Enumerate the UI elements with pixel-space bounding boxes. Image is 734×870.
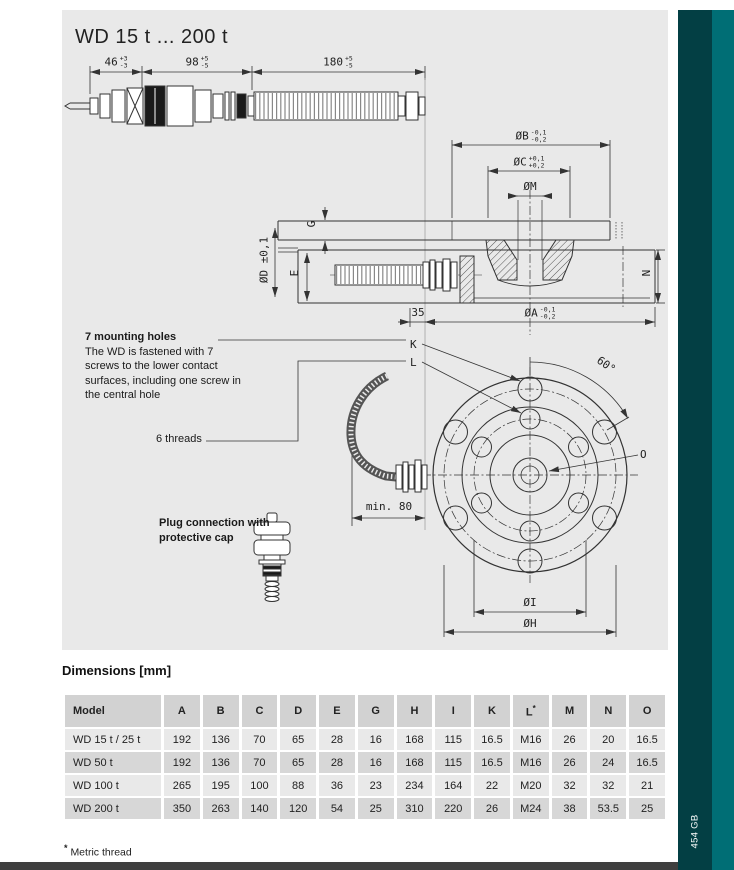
label-l: L	[410, 356, 417, 369]
col-d: D	[280, 695, 316, 727]
label-n: N	[640, 269, 653, 277]
side-strip-dark	[678, 10, 712, 870]
col-l: L*	[513, 695, 549, 727]
table-header-row	[65, 695, 665, 727]
mounting-holes-title: 7 mounting holes	[85, 331, 177, 343]
dim-label-phi-a: ØA -0,1 -0,2	[524, 305, 556, 320]
label-60deg: 60°	[594, 353, 619, 376]
dim-label-phi-c: ØC +0,1 +0,2	[513, 154, 545, 169]
col-m: M	[552, 695, 588, 727]
table-row: WD 15 t / 25 t 192 136 70 65 28 16 168 115 16.5 M16 26 20 16.5	[65, 729, 665, 750]
col-model: Model	[65, 695, 161, 727]
col-h: H	[397, 695, 433, 727]
label-k: K	[410, 338, 417, 351]
label-min-80: min. 80	[365, 500, 413, 513]
label-35: 35	[411, 306, 425, 319]
label-g: G	[305, 220, 318, 228]
dim-label-180: 180 +5 -5	[323, 54, 353, 69]
cable-assembly-drawing	[65, 66, 425, 530]
table-row: WD 100 t 265 195 100 88 36 23 234 164 22 M20 32 32 21	[65, 775, 665, 796]
col-o: O	[629, 695, 665, 727]
col-e: E	[319, 695, 355, 727]
threads-note: 6 threads	[156, 433, 202, 445]
dimensions-table	[62, 693, 668, 821]
table-row: WD 200 t 350 263 140 120 54 25 310 220 26 M24 38 53.5 25	[65, 798, 665, 819]
document-code-tab	[678, 800, 712, 862]
cross-section-drawing	[275, 140, 665, 335]
col-n: N	[590, 695, 626, 727]
plug-note: Plug connection with protective cap	[159, 517, 270, 544]
label-phi-m: ØM	[523, 180, 537, 193]
table-footnote: * Metric thread	[64, 843, 132, 859]
col-b: B	[203, 695, 239, 727]
col-c: C	[242, 695, 278, 727]
dim-label-phi-b: ØB -0,1 -0,2	[515, 128, 547, 143]
col-i: I	[435, 695, 471, 727]
dim-label-46: 46 +3 -3	[104, 54, 128, 69]
document-code: 454 GB	[689, 813, 701, 849]
col-g: G	[358, 695, 394, 727]
col-k: K	[474, 695, 510, 727]
dimensions-heading: Dimensions [mm]	[62, 663, 172, 678]
label-phi-h: ØH	[523, 617, 537, 630]
dim-label-98: 98 +5 -5	[185, 54, 209, 69]
label-phi-i: ØI	[523, 596, 537, 609]
label-o: O	[640, 448, 647, 461]
side-strip-accent	[712, 10, 734, 870]
footer-bar	[0, 862, 678, 870]
drawing-panel	[62, 10, 668, 650]
col-a: A	[164, 695, 200, 727]
mounting-holes-note: 7 mounting holes The WD is fastened with 7 screws to the lower contact surfaces, including one screw in the central hole	[85, 330, 265, 403]
conduit-hose	[351, 376, 427, 492]
page-title: WD 15 t ... 200 t	[75, 26, 229, 48]
dim-label-phi-d: ØD ±0,1	[257, 236, 271, 284]
table-row: WD 50 t 192 136 70 65 28 16 168 115 16.5 M16 26 24 16.5	[65, 752, 665, 773]
label-e: E	[288, 269, 301, 277]
